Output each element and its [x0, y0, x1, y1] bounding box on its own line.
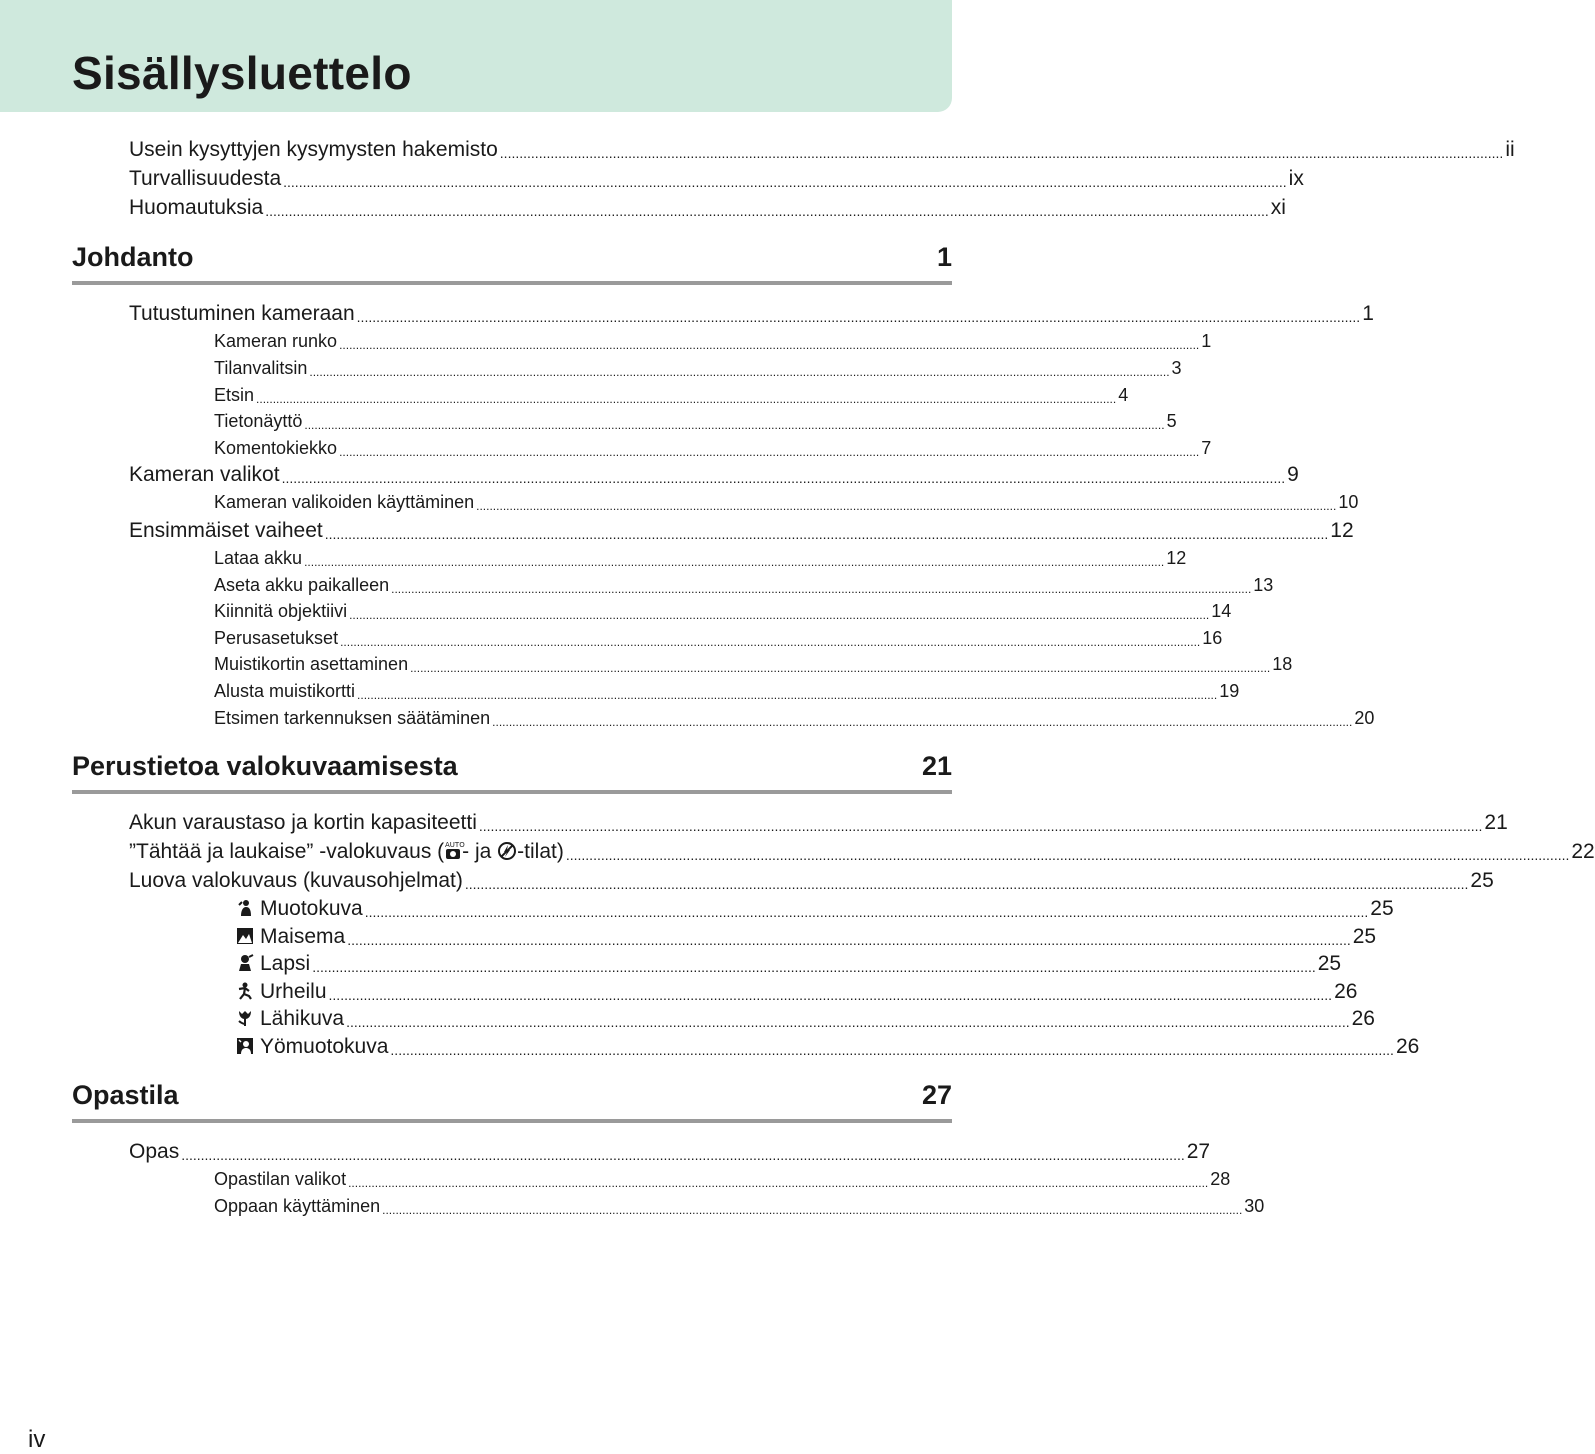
section-rule	[72, 281, 952, 285]
toc-entry-label: ”Tähtää ja laukaise” -valokuvaus ( AUTO - ja -tilat)	[129, 840, 564, 863]
toc-entry[interactable]	[129, 463, 1299, 489]
toc-entry[interactable]	[129, 869, 1494, 895]
page-title: Sisällysluettelo	[72, 47, 412, 99]
portrait-icon	[236, 899, 254, 917]
leader-dots	[391, 577, 1251, 595]
toc-subentry[interactable]	[214, 628, 1223, 652]
toc-mode-entry[interactable]	[236, 925, 1377, 951]
toc-entry-label: Akun varaustaso ja kortin kapasiteetti	[129, 811, 477, 834]
toc-subentry[interactable]	[214, 492, 1359, 516]
toc-entry-page: 12	[1166, 548, 1187, 568]
auto-mode-icon	[444, 840, 465, 860]
toc-subentry[interactable]	[214, 411, 1177, 435]
toc-subentry[interactable]	[214, 331, 1212, 355]
toc-entry-page: 25	[1352, 925, 1377, 948]
toc-entry[interactable]	[129, 302, 1374, 328]
toc-entry-page: 1	[1201, 331, 1212, 351]
toc-entry-label: Etsin	[214, 385, 255, 405]
toc-entry-page: 4	[1118, 385, 1129, 405]
toc-entry-label: Lähikuva	[260, 1007, 345, 1030]
toc-subentry[interactable]	[214, 654, 1293, 678]
section-heading-johdanto[interactable]	[72, 240, 952, 274]
leader-dots	[339, 333, 1199, 351]
toc-entry-page: ii	[1505, 138, 1515, 161]
toc-entry[interactable]	[129, 840, 1595, 866]
leader-dots	[312, 954, 1316, 975]
leader-dots	[357, 304, 1361, 325]
toc-entry-page: 10	[1338, 492, 1359, 512]
section-rule	[72, 790, 952, 794]
toc-entry-label: Opas	[129, 1140, 180, 1163]
section-page: 21	[921, 751, 952, 781]
toc-entry-page: 26	[1334, 980, 1358, 1003]
toc-entry-page: 25	[1470, 869, 1494, 892]
toc-subentry[interactable]	[214, 548, 1187, 572]
section-heading-perustietoa[interactable]	[72, 749, 952, 783]
leader-dots	[340, 630, 1200, 648]
toc-entry-label: Maisema	[260, 925, 346, 948]
toc-entry-page: 14	[1211, 601, 1232, 621]
toc-entry-label: Kiinnitä objektiivi	[214, 601, 348, 621]
toc-entry-label: Yömuotokuva	[260, 1035, 389, 1058]
leader-dots	[566, 842, 1570, 863]
toc-entry-label: Luova valokuvaus (kuvausohjelmat)	[129, 869, 463, 892]
section-rule	[72, 1119, 952, 1123]
toc-subentry[interactable]	[214, 1196, 1265, 1220]
leader-dots	[465, 871, 1469, 892]
toc-entry-page: 9	[1287, 463, 1299, 486]
toc-entry-page: 18	[1272, 654, 1293, 674]
leader-dots	[256, 387, 1116, 405]
toc-entry[interactable]	[129, 167, 1304, 193]
toc-subentry[interactable]	[214, 601, 1232, 625]
toc-entry-label: Muistikortin asettaminen	[214, 654, 409, 674]
toc-entry-page: 12	[1330, 519, 1354, 542]
toc-entry-page: ix	[1288, 167, 1304, 190]
leader-dots	[382, 1198, 1242, 1216]
leader-dots	[304, 550, 1164, 568]
toc-entry-label: Usein kysyttyjen kysymysten hakemisto	[129, 138, 498, 161]
section-heading-opastila[interactable]	[72, 1078, 952, 1112]
leader-dots	[348, 1171, 1208, 1189]
toc-entry-page: 19	[1219, 681, 1240, 701]
toc-subentry[interactable]	[214, 1169, 1231, 1193]
toc-entry-page: 27	[1186, 1140, 1211, 1163]
toc-entry-page: 13	[1253, 575, 1274, 595]
toc-entry-label: Kameran valikot	[129, 463, 280, 486]
toc-entry[interactable]	[129, 519, 1354, 545]
leader-dots	[265, 198, 1269, 219]
sports-icon	[236, 982, 254, 1000]
toc-entry-page: 7	[1201, 438, 1212, 458]
toc-entry-page: 21	[1484, 811, 1508, 834]
toc-entry-label: Komentokiekko	[214, 438, 338, 458]
toc-entry-label: Kameran runko	[214, 331, 338, 351]
toc-mode-entry[interactable]	[236, 897, 1394, 923]
toc-entry-page: 25	[1370, 897, 1394, 920]
toc-mode-entry[interactable]	[236, 1007, 1375, 1033]
toc-entry-page: 5	[1166, 411, 1177, 431]
leader-dots	[309, 360, 1169, 378]
leader-dots	[479, 813, 1483, 834]
leader-dots	[492, 710, 1352, 728]
toc-entry-label: Turvallisuudesta	[129, 167, 282, 190]
toc-entry-label: Tutustuminen kameraan	[129, 302, 355, 325]
toc-entry-label: Tietonäyttö	[214, 411, 303, 431]
toc-entry-label: Kameran valikoiden käyttäminen	[214, 492, 475, 512]
leader-dots	[357, 683, 1217, 701]
section-page: 1	[936, 242, 952, 272]
toc-entry-page: 1	[1362, 302, 1374, 325]
toc-entry-label: Huomautuksia	[129, 196, 264, 219]
toc-entry-page: 20	[1354, 708, 1375, 728]
flash-off-icon	[497, 841, 517, 861]
svg-text:AUTO: AUTO	[445, 841, 465, 849]
section-page: 27	[921, 1080, 952, 1110]
leader-dots	[346, 1009, 1350, 1030]
leader-dots	[339, 440, 1199, 458]
toc-subentry[interactable]	[214, 358, 1182, 382]
toc-entry-label: Aseta akku paikalleen	[214, 575, 390, 595]
toc-entry-page: 26	[1351, 1007, 1375, 1030]
toc-mode-entry[interactable]	[236, 952, 1342, 978]
toc-entry-page: xi	[1270, 196, 1286, 219]
section-title: Johdanto	[72, 242, 194, 272]
toc-entry-page: 30	[1244, 1196, 1265, 1216]
toc-entry-label: Oppaan käyttäminen	[214, 1196, 381, 1216]
leader-dots	[476, 494, 1336, 512]
close-up-icon	[236, 1009, 254, 1027]
leader-dots	[347, 927, 1351, 948]
toc-entry-page: 26	[1395, 1035, 1420, 1058]
toc-entry-page: 25	[1317, 952, 1342, 975]
toc-entry-label: Urheilu	[260, 980, 327, 1003]
night-portrait-icon	[236, 1037, 254, 1055]
toc-subentry[interactable]	[214, 385, 1129, 409]
toc-entry-label: Tilanvalitsin	[214, 358, 308, 378]
toc-entry-label: Etsimen tarkennuksen säätäminen	[214, 708, 491, 728]
toc-subentry[interactable]	[214, 575, 1274, 599]
toc-entry-label: Lapsi	[260, 952, 311, 975]
toc-entry-page: 22	[1571, 840, 1595, 863]
toc-entry-label: Alusta muistikortti	[214, 681, 356, 701]
toc-entry-label: Muotokuva	[260, 897, 363, 920]
child-icon	[236, 954, 254, 972]
section-title: Opastila	[72, 1080, 179, 1110]
leader-dots	[410, 656, 1270, 674]
toc-subentry[interactable]	[214, 438, 1212, 462]
page-number: iv	[28, 1426, 46, 1453]
leader-dots	[282, 465, 1286, 486]
toc-entry-label: Opastilan valikot	[214, 1169, 347, 1189]
section-title: Perustietoa valokuvaamisesta	[72, 751, 458, 781]
leader-dots	[365, 899, 1369, 920]
landscape-icon	[236, 927, 254, 945]
toc-mode-entry[interactable]	[236, 1035, 1420, 1061]
leader-dots	[181, 1142, 1185, 1163]
toc-subentry[interactable]	[214, 708, 1375, 732]
leader-dots	[283, 169, 1287, 190]
toc-entry[interactable]	[129, 1140, 1211, 1166]
leader-dots	[329, 982, 1333, 1003]
leader-dots	[304, 413, 1164, 431]
toc-entry-page: 3	[1171, 358, 1182, 378]
toc-entry[interactable]	[129, 196, 1286, 222]
toc-mode-entry[interactable]	[236, 980, 1358, 1006]
toc-entry[interactable]	[129, 138, 1515, 164]
toc-entry-page: 28	[1210, 1169, 1231, 1189]
leader-dots	[325, 521, 1329, 542]
leader-dots	[390, 1037, 1394, 1058]
leader-dots	[349, 603, 1209, 621]
toc-entry[interactable]	[129, 811, 1508, 837]
toc-entry-page: 16	[1202, 628, 1223, 648]
toc-entry-label: Ensimmäiset vaiheet	[129, 519, 323, 542]
toc-entry-label: Perusasetukset	[214, 628, 339, 648]
leader-dots	[500, 140, 1504, 161]
toc-entry-label: Lataa akku	[214, 548, 303, 568]
toc-subentry[interactable]	[214, 681, 1240, 705]
